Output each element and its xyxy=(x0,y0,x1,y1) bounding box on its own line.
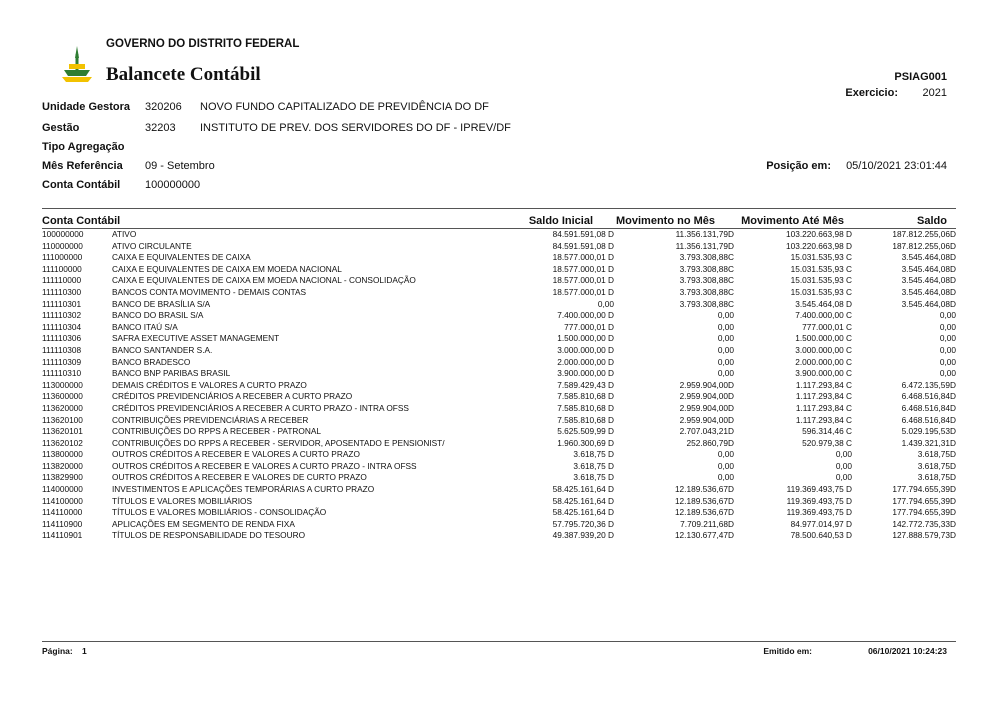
row-saldo-inicial: 1.500.000,00 D xyxy=(557,333,614,344)
row-code: 111110310 xyxy=(42,368,82,379)
row-mov-mes: 0,00 xyxy=(717,356,734,367)
row-description: CONTRIBUIÇÕES DO RPPS A RECEBER - PATRONAL xyxy=(112,426,321,437)
row-description: OUTROS CRÉDITOS A RECEBER E VALORES A CURTO PRAZO xyxy=(112,449,360,460)
row-description: CONTRIBUIÇÕES DO RPPS A RECEBER - SERVIDOR, APOSENTADO E PENSIONIST/ xyxy=(112,437,445,448)
col-saldo: Saldo xyxy=(917,215,947,227)
row-description: BANCO SANTANDER S.A. xyxy=(112,344,213,355)
row-mov-mes: 3.793.308,88C xyxy=(679,286,734,297)
row-saldo-inicial: 7.585.810,68 D xyxy=(557,414,614,425)
mes-value: 09 - Setembro xyxy=(145,160,215,172)
row-saldo: 6.468.516,84D xyxy=(901,414,956,425)
row-saldo-inicial: 3.900.000,00 D xyxy=(557,368,614,379)
row-description: CAIXA E EQUIVALENTES DE CAIXA EM MOEDA NACIONAL xyxy=(112,263,342,274)
table-row xyxy=(42,252,956,264)
row-saldo-inicial: 84.591.591,08 D xyxy=(552,240,614,251)
table-row xyxy=(42,472,956,484)
row-saldo: 0,00 xyxy=(939,321,956,332)
row-mov-ate: 0,00 xyxy=(835,449,852,460)
row-mov-ate: 15.031.535,93 C xyxy=(790,275,852,286)
table-row xyxy=(42,299,956,311)
row-saldo: 3.545.464,08D xyxy=(901,252,956,263)
row-mov-mes: 3.793.308,88C xyxy=(679,275,734,286)
row-saldo-inicial: 3.618,75 D xyxy=(573,460,614,471)
row-code: 114110000 xyxy=(42,507,83,518)
table-row xyxy=(42,461,956,473)
row-saldo: 3.618,75D xyxy=(917,460,956,471)
row-description: TÍTULOS DE RESPONSABILIDADE DO TESOURO xyxy=(112,530,306,541)
row-code: 113820000 xyxy=(42,460,83,471)
table-row xyxy=(42,484,956,496)
table-row xyxy=(42,357,956,369)
row-code: 110000000 xyxy=(42,240,83,251)
unidade-code: 320206 xyxy=(145,101,182,113)
conta-value: 100000000 xyxy=(145,179,201,191)
row-code: 100000000 xyxy=(42,229,84,239)
row-mov-mes: 12.130.677,47D xyxy=(674,530,734,541)
table-row xyxy=(42,287,956,299)
row-mov-mes: 0,00 xyxy=(717,472,734,483)
row-mov-ate: 596.314,46 C xyxy=(802,426,852,437)
row-saldo: 0,00 xyxy=(939,310,956,321)
table-row xyxy=(42,507,956,519)
row-saldo-inicial: 18.577.000,01 D xyxy=(552,286,614,297)
row-saldo: 177.794.655,39D xyxy=(892,507,956,518)
row-saldo-inicial: 49.387.939,20 D xyxy=(552,530,614,541)
row-saldo: 127.888.579,73D xyxy=(892,530,956,541)
coat-of-arms-icon xyxy=(60,44,94,84)
row-description: OUTROS CRÉDITOS A RECEBER E VALORES DE CURTO PRAZO xyxy=(112,472,367,483)
row-mov-mes: 2.959.904,00D xyxy=(679,414,734,425)
table-row xyxy=(42,310,956,322)
row-mov-ate: 1.117.293,84 C xyxy=(795,402,852,413)
table-row xyxy=(42,530,956,542)
row-code: 111110304 xyxy=(42,321,82,332)
report-title: Balancete Contábil xyxy=(106,64,261,85)
row-mov-ate: 7.400.000,00 C xyxy=(795,310,852,321)
row-saldo-inicial: 3.618,75 D xyxy=(573,449,614,460)
row-mov-ate: 103.220.663,98 D xyxy=(786,229,852,239)
row-description: BANCO ITAÚ S/A xyxy=(112,321,178,332)
row-mov-ate: 119.369.493,75 D xyxy=(786,495,852,506)
row-saldo-inicial: 5.625.509,99 D xyxy=(557,426,614,437)
gestao-name: INSTITUTO DE PREV. DOS SERVIDORES DO DF - IPREV/DF xyxy=(200,122,511,134)
table-row xyxy=(42,449,956,461)
row-code: 114110901 xyxy=(42,530,83,541)
conta-label: Conta Contábil xyxy=(42,179,121,191)
row-mov-mes: 0,00 xyxy=(717,333,734,344)
row-description: BANCO BNP PARIBAS BRASIL xyxy=(112,368,231,379)
row-mov-ate: 3.545.464,08 D xyxy=(795,298,852,309)
row-saldo-inicial: 3.618,75 D xyxy=(573,472,614,483)
row-saldo: 6.472.135,59D xyxy=(901,379,956,390)
row-mov-ate: 1.500.000,00 C xyxy=(795,333,852,344)
header-top-rule xyxy=(42,208,956,209)
row-saldo: 5.029.195,53D xyxy=(901,426,956,437)
row-mov-mes: 0,00 xyxy=(717,368,734,379)
row-mov-ate: 1.117.293,84 C xyxy=(795,379,852,390)
row-saldo-inicial: 58.425.161,64 D xyxy=(552,507,614,518)
row-saldo-inicial: 84.591.591,08 D xyxy=(552,229,614,239)
row-code: 114000000 xyxy=(42,484,83,495)
table-row xyxy=(42,391,956,403)
emitido-value: 06/10/2021 10:24:23 xyxy=(868,646,947,656)
row-mov-ate: 84.977.014,97 D xyxy=(790,518,852,529)
row-description: CAIXA E EQUIVALENTES DE CAIXA EM MOEDA NACIONAL - CONSOLIDAÇÃO xyxy=(112,275,416,286)
row-saldo-inicial: 3.000.000,00 D xyxy=(557,344,614,355)
row-mov-mes: 2.959.904,00D xyxy=(679,402,734,413)
row-mov-mes: 12.189.536,67D xyxy=(674,484,734,495)
table-row xyxy=(42,275,956,287)
table-row xyxy=(42,345,956,357)
row-description: TÍTULOS E VALORES MOBILIÁRIOS xyxy=(112,495,253,506)
pagina-value: 1 xyxy=(82,646,87,656)
row-code: 113620100 xyxy=(42,414,83,425)
row-saldo-inicial: 2.000.000,00 D xyxy=(557,356,614,367)
table-row xyxy=(42,241,956,253)
row-code: 111110308 xyxy=(42,344,82,355)
row-mov-ate: 15.031.535,93 C xyxy=(790,286,852,297)
row-saldo: 1.439.321,31D xyxy=(901,437,956,448)
unidade-label: Unidade Gestora xyxy=(42,101,131,113)
row-saldo-inicial: 7.400.000,00 D xyxy=(557,310,614,321)
table-row xyxy=(42,380,956,392)
row-description: APLICAÇÕES EM SEGMENTO DE RENDA FIXA xyxy=(112,518,295,529)
table-row xyxy=(42,322,956,334)
row-mov-ate: 15.031.535,93 C xyxy=(790,252,852,263)
row-mov-mes: 3.793.308,88C xyxy=(679,263,734,274)
row-description: TÍTULOS E VALORES MOBILIÁRIOS - CONSOLIDAÇÃO xyxy=(112,507,327,518)
row-saldo: 3.545.464,08D xyxy=(901,298,956,309)
row-mov-ate: 0,00 xyxy=(835,472,852,483)
row-saldo: 3.545.464,08D xyxy=(901,263,956,274)
table-row xyxy=(42,415,956,427)
emitido-label: Emitido em: xyxy=(763,646,812,656)
row-saldo-inicial: 7.585.810,68 D xyxy=(557,402,614,413)
row-saldo: 177.794.655,39D xyxy=(892,484,956,495)
table-row xyxy=(42,426,956,438)
row-saldo: 3.618,75D xyxy=(917,449,956,460)
table-row xyxy=(42,403,956,415)
row-mov-mes: 11.356.131,79D xyxy=(675,229,734,239)
report-code: PSIAG001 xyxy=(894,71,947,83)
row-saldo-inicial: 7.589.429,43 D xyxy=(557,379,614,390)
row-code: 111000000 xyxy=(42,252,83,263)
row-saldo: 0,00 xyxy=(939,356,956,367)
row-saldo: 177.794.655,39D xyxy=(892,495,956,506)
row-code: 111110301 xyxy=(42,298,82,309)
row-mov-mes: 0,00 xyxy=(717,460,734,471)
row-description: ATIVO CIRCULANTE xyxy=(112,240,192,251)
row-code: 113800000 xyxy=(42,449,83,460)
row-saldo-inicial: 57.795.720,36 D xyxy=(552,518,614,529)
row-mov-ate: 3.000.000,00 C xyxy=(795,344,852,355)
row-saldo-inicial: 0,00 xyxy=(597,298,614,309)
table-row xyxy=(42,519,956,531)
row-code: 111110300 xyxy=(42,286,82,297)
row-saldo: 3.545.464,08D xyxy=(901,275,956,286)
row-mov-mes: 2.707.043,21D xyxy=(679,426,734,437)
row-mov-ate: 0,00 xyxy=(835,460,852,471)
col-saldo-inicial: Saldo Inicial xyxy=(528,215,593,227)
row-saldo: 0,00 xyxy=(939,333,956,344)
mes-label: Mês Referência xyxy=(42,160,123,172)
col-mov-ate: Movimento Até Mês xyxy=(741,215,844,227)
row-description: BANCO BRADESCO xyxy=(112,356,191,367)
row-mov-ate: 78.500.640,53 D xyxy=(790,530,852,541)
table-row xyxy=(42,264,956,276)
row-mov-mes: 11.356.131,79D xyxy=(675,240,734,251)
row-saldo: 142.772.735,33D xyxy=(892,518,956,529)
row-mov-ate: 3.900.000,00 C xyxy=(795,368,852,379)
org-name: GOVERNO DO DISTRITO FEDERAL xyxy=(106,38,300,50)
table-row xyxy=(42,496,956,508)
row-saldo: 187.812.255,06D xyxy=(892,229,956,239)
gestao-label: Gestão xyxy=(42,122,80,134)
row-mov-mes: 2.959.904,00D xyxy=(679,391,734,402)
row-mov-mes: 7.709.211,68D xyxy=(680,518,734,529)
row-description: INVESTIMENTOS E APLICAÇÕES TEMPORÁRIAS A CURTO PRAZO xyxy=(112,484,375,495)
row-code: 113620101 xyxy=(42,426,83,437)
row-description: BANCOS CONTA MOVIMENTO - DEMAIS CONTAS xyxy=(112,286,307,297)
row-saldo: 187.812.255,06D xyxy=(892,240,956,251)
row-saldo-inicial: 58.425.161,64 D xyxy=(552,484,614,495)
row-description: CONTRIBUIÇÕES PREVIDENCIÁRIAS A RECEBER xyxy=(112,414,309,425)
col-conta: Conta Contábil xyxy=(42,215,121,227)
row-code: 111110302 xyxy=(42,310,82,321)
row-mov-ate: 119.369.493,75 D xyxy=(786,507,852,518)
row-mov-mes: 12.189.536,67D xyxy=(674,507,734,518)
row-description: CRÉDITOS PREVIDENCIÁRIOS A RECEBER A CURTO PRAZO xyxy=(112,391,353,402)
row-mov-mes: 3.793.308,88C xyxy=(679,252,734,263)
row-saldo: 3.618,75D xyxy=(917,472,956,483)
row-mov-ate: 520.979,38 C xyxy=(802,437,852,448)
posicao-value: 05/10/2021 23:01:44 xyxy=(846,160,947,172)
row-mov-ate: 119.369.493,75 D xyxy=(786,484,852,495)
row-description: OUTROS CRÉDITOS A RECEBER E VALORES A CURTO PRAZO - INTRA OFSS xyxy=(112,460,417,471)
row-saldo-inicial: 18.577.000,01 D xyxy=(552,252,614,263)
table-row xyxy=(42,368,956,380)
row-mov-ate: 2.000.000,00 C xyxy=(795,356,852,367)
row-saldo-inicial: 58.425.161,64 D xyxy=(552,495,614,506)
row-mov-mes: 12.189.536,67D xyxy=(674,495,734,506)
row-mov-mes: 0,00 xyxy=(717,321,734,332)
row-mov-ate: 15.031.535,93 C xyxy=(790,263,852,274)
row-description: CAIXA E EQUIVALENTES DE CAIXA xyxy=(112,252,251,263)
row-mov-mes: 3.793.308,88C xyxy=(679,298,734,309)
row-mov-ate: 1.117.293,84 C xyxy=(795,414,852,425)
row-code: 113600000 xyxy=(42,391,83,402)
row-saldo: 6.468.516,84D xyxy=(901,391,956,402)
agregacao-label: Tipo Agregação xyxy=(42,141,125,153)
table-row xyxy=(42,438,956,450)
row-saldo-inicial: 7.585.810,68 D xyxy=(557,391,614,402)
row-mov-mes: 252.860,79D xyxy=(686,437,734,448)
row-mov-ate: 1.117.293,84 C xyxy=(795,391,852,402)
row-mov-mes: 2.959.904,00D xyxy=(679,379,734,390)
unidade-name: NOVO FUNDO CAPITALIZADO DE PREVIDÊNCIA DO DF xyxy=(200,101,489,113)
row-code: 111110309 xyxy=(42,356,82,367)
row-saldo-inicial: 18.577.000,01 D xyxy=(552,275,614,286)
row-mov-mes: 0,00 xyxy=(717,344,734,355)
row-saldo: 0,00 xyxy=(939,344,956,355)
posicao-label: Posição em: xyxy=(766,160,831,172)
row-code: 111110306 xyxy=(42,333,82,344)
exercicio-label: Exercicio: xyxy=(845,87,898,99)
row-description: CRÉDITOS PREVIDENCIÁRIOS A RECEBER A CURTO PRAZO - INTRA OFSS xyxy=(112,402,409,413)
row-code: 113000000 xyxy=(42,379,83,390)
col-mov-mes: Movimento no Mês xyxy=(615,215,715,227)
row-description: ATIVO xyxy=(112,229,137,239)
row-description: BANCO DE BRASÍLIA S/A xyxy=(112,298,211,309)
table-row xyxy=(42,229,956,241)
row-mov-ate: 103.220.663,98 D xyxy=(786,240,852,251)
row-description: DEMAIS CRÉDITOS E VALORES A CURTO PRAZO xyxy=(112,379,307,390)
row-code: 113620000 xyxy=(42,402,83,413)
row-mov-ate: 777.000,01 C xyxy=(802,321,852,332)
balance-table xyxy=(42,229,956,542)
row-code: 113620102 xyxy=(42,437,83,448)
row-code: 113829900 xyxy=(42,472,83,483)
row-code: 114100000 xyxy=(42,495,83,506)
row-mov-mes: 0,00 xyxy=(717,310,734,321)
exercicio-value: 2021 xyxy=(922,87,947,99)
pagina-label: Página: xyxy=(42,646,73,656)
row-saldo: 3.545.464,08D xyxy=(901,286,956,297)
row-description: BANCO DO BRASIL S/A xyxy=(112,310,204,321)
row-code: 114110900 xyxy=(42,518,83,529)
row-code: 111110000 xyxy=(42,275,82,286)
table-row xyxy=(42,333,956,345)
gestao-code: 32203 xyxy=(145,122,176,134)
row-mov-mes: 0,00 xyxy=(717,449,734,460)
row-saldo-inicial: 1.960.300,69 D xyxy=(557,437,614,448)
row-description: SAFRA EXECUTIVE ASSET MANAGEMENT xyxy=(112,333,280,344)
row-saldo-inicial: 18.577.000,01 D xyxy=(552,263,614,274)
footer-rule xyxy=(42,641,956,642)
row-saldo-inicial: 777.000,01 D xyxy=(564,321,614,332)
row-saldo: 6.468.516,84D xyxy=(901,402,956,413)
row-saldo: 0,00 xyxy=(939,368,956,379)
row-code: 111100000 xyxy=(42,263,82,274)
